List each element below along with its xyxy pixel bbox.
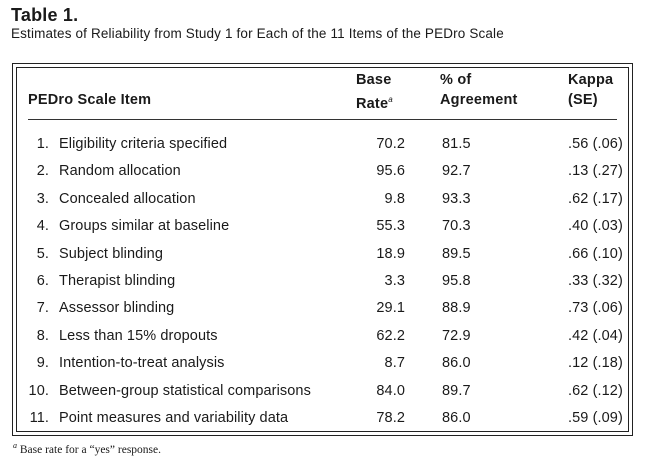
header-base-marker: a — [388, 95, 393, 104]
row-base-rate: 8.7 — [384, 355, 405, 372]
row-item: Random allocation — [59, 163, 181, 180]
table-caption: Estimates of Reliability from Study 1 for Each of the 11 Items of the PEDro Scale — [11, 26, 504, 41]
row-item: Groups similar at baseline — [59, 218, 230, 235]
table-frame — [12, 63, 633, 436]
row-kappa: .62 (.17) — [568, 190, 623, 207]
row-base-rate: 18.9 — [376, 245, 405, 262]
row-kappa: .13 (.27) — [568, 163, 623, 180]
row-item: Intention-to-treat analysis — [59, 355, 225, 372]
row-kappa: .62 (.12) — [568, 382, 623, 399]
row-number: 9. — [36, 355, 49, 372]
row-number: 4. — [36, 218, 49, 235]
row-item: Subject blinding — [59, 245, 163, 262]
row-agreement: 72.9 — [442, 327, 471, 344]
row-item: Eligibility criteria specified — [59, 136, 228, 152]
row-agreement: 88.9 — [442, 300, 471, 317]
table-row — [13, 379, 632, 403]
row-agreement: 93.3 — [442, 190, 471, 207]
row-base-rate: 55.3 — [376, 218, 405, 235]
header-base-line1: Base — [356, 72, 392, 88]
row-number: 6. — [36, 273, 49, 289]
header-kappa-line2: (SE) — [568, 92, 598, 108]
row-kappa: .66 (.10) — [568, 245, 623, 262]
row-item: Point measures and variability data — [59, 410, 289, 426]
header-base-rate — [356, 70, 393, 114]
row-base-rate: 29.1 — [376, 300, 405, 317]
header-base-line2 — [356, 90, 393, 114]
row-base-rate: 84.0 — [376, 382, 405, 399]
row-base-rate: 70.2 — [376, 136, 405, 152]
table-row — [13, 324, 632, 348]
row-item: Between-group statistical comparisons — [59, 382, 311, 399]
table-row — [13, 351, 632, 375]
row-number: 10. — [28, 382, 49, 399]
header-item-label: PEDro Scale Item — [28, 92, 152, 108]
row-kappa: .33 (.32) — [568, 273, 623, 289]
row-agreement: 89.5 — [442, 245, 471, 262]
table-row — [13, 159, 632, 183]
header-agreement — [440, 70, 518, 110]
row-kappa: .56 (.06) — [568, 136, 623, 152]
row-kappa: .42 (.04) — [568, 327, 623, 344]
row-item: Assessor blinding — [59, 300, 175, 317]
row-base-rate: 78.2 — [376, 410, 405, 426]
row-base-rate: 95.6 — [376, 163, 405, 180]
table-row — [13, 132, 632, 156]
table-row — [13, 242, 632, 266]
row-item: Concealed allocation — [59, 190, 196, 207]
row-base-rate: 62.2 — [376, 327, 405, 344]
row-kappa: .73 (.06) — [568, 300, 623, 317]
row-number: 3. — [36, 190, 49, 207]
footnote-text: Base rate for a “yes” response. — [19, 443, 162, 456]
table-row — [13, 406, 632, 430]
row-kappa: .59 (.09) — [568, 410, 623, 426]
header-divider — [28, 119, 617, 120]
row-agreement: 89.7 — [442, 382, 471, 399]
table-row — [13, 187, 632, 211]
row-number: 11. — [29, 410, 49, 426]
header-kappa-line1: Kappa — [568, 72, 614, 88]
row-item: Therapist blinding — [59, 273, 176, 289]
header-item — [28, 90, 151, 110]
row-number: 5. — [36, 245, 49, 262]
header-agree-line2: Agreement — [440, 92, 518, 108]
footnote-marker: a — [13, 441, 17, 450]
row-agreement: 81.5 — [442, 136, 471, 152]
row-number: 2. — [36, 163, 49, 180]
table-title: Table 1. — [11, 5, 79, 25]
row-agreement: 95.8 — [442, 273, 471, 289]
row-base-rate: 9.8 — [384, 190, 405, 207]
header-agree-line1: % of — [440, 72, 472, 88]
table-row — [13, 296, 632, 320]
row-agreement: 70.3 — [442, 218, 471, 235]
row-kappa: .12 (.18) — [568, 355, 623, 372]
row-agreement: 86.0 — [442, 355, 471, 372]
row-kappa: .40 (.03) — [568, 218, 623, 235]
table-row — [13, 214, 632, 238]
row-number: 1. — [36, 136, 49, 152]
table-row — [13, 269, 632, 293]
table-footnote — [13, 441, 161, 456]
row-number: 8. — [36, 327, 49, 344]
header-kappa — [568, 70, 613, 110]
row-base-rate: 3.3 — [384, 273, 405, 289]
row-number: 7. — [36, 300, 49, 317]
row-item: Less than 15% dropouts — [59, 327, 218, 344]
row-agreement: 86.0 — [442, 410, 471, 426]
row-agreement: 92.7 — [442, 163, 471, 180]
header-base-rate-text: Rate — [356, 95, 389, 112]
